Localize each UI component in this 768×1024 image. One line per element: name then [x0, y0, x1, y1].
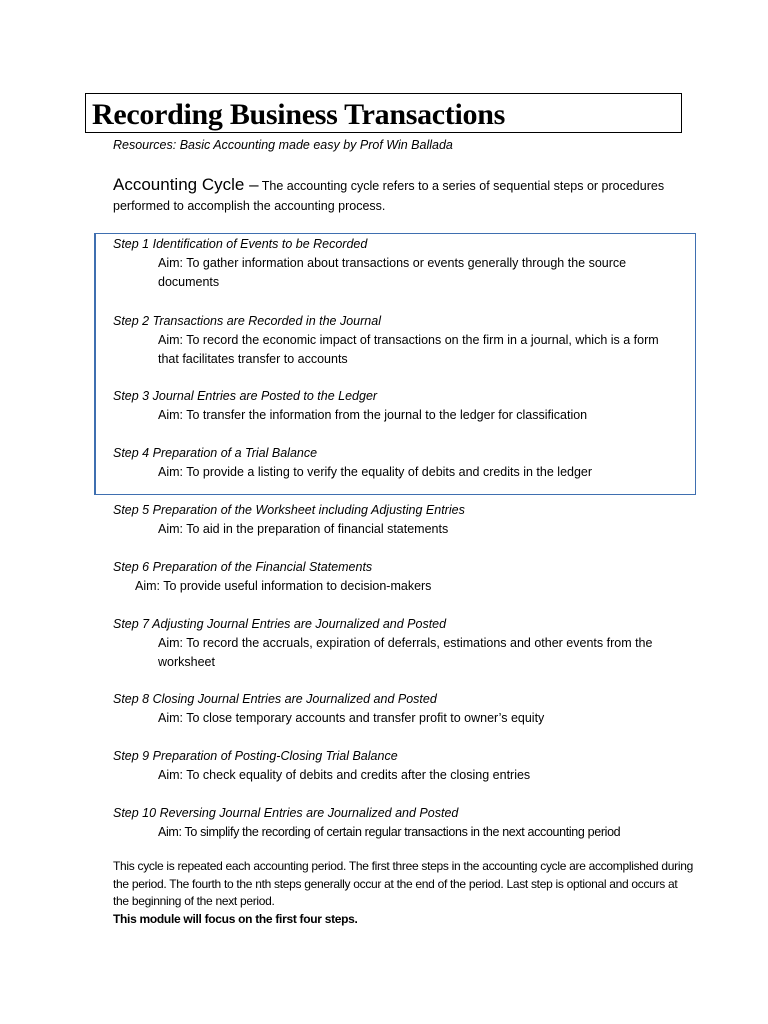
resources-line: Resources: Basic Accounting made easy by Prof Win Ballada: [113, 138, 453, 152]
step-title: Step 6 Preparation of the Financial Statements: [113, 560, 373, 574]
step-aim: Aim: To provide a listing to verify the equality of debits and credits in the ledger: [158, 465, 593, 479]
step-aim: Aim: To transfer the information from the journal to the ledger for classification: [158, 408, 588, 422]
step-title: Step 5 Preparation of the Worksheet including Adjusting Entries: [113, 503, 465, 517]
step-title: Step 7 Adjusting Journal Entries are Journalized and Posted: [113, 617, 447, 631]
step-4: [113, 444, 693, 482]
step-aim: Aim: To aid in the preparation of financial statements: [158, 522, 449, 536]
accounting-cycle-intro: [113, 175, 673, 216]
cycle-summary-text: This cycle is repeated each accounting period. The first three steps in the accounting cycle are accomplished during the period. The fourth to the nth steps generally occur at the end of the period. Last step is optional and occurs at the beginning of the next period.: [113, 859, 693, 908]
step-2: [113, 312, 693, 369]
step-aim: Aim: To provide useful information to decision-makers: [135, 579, 432, 593]
step-title: Step 9 Preparation of Posting-Closing Trial Balance: [113, 749, 398, 763]
step-aim: Aim: To gather information about transactions or events generally through the source documents: [158, 256, 627, 289]
cycle-summary: [113, 858, 693, 928]
module-focus-note: This module will focus on the first four steps.: [113, 911, 358, 926]
step-7: [113, 615, 693, 672]
step-10: [113, 804, 693, 842]
step-8: [113, 690, 693, 728]
step-3: [113, 387, 693, 425]
step-5: [113, 501, 693, 539]
step-title: Step 2 Transactions are Recorded in the Journal: [113, 314, 381, 328]
step-title: Step 3 Journal Entries are Posted to the Ledger: [113, 389, 378, 403]
step-title: Step 10 Reversing Journal Entries are Journalized and Posted: [113, 806, 459, 820]
step-6: [113, 558, 693, 596]
step-aim: Aim: To record the accruals, expiration of deferrals, estimations and other events from the worksheet: [158, 636, 653, 669]
step-1: [113, 235, 693, 292]
step-aim: Aim: To close temporary accounts and transfer profit to owner’s equity: [158, 711, 545, 725]
page-title: Recording Business Transactions: [92, 98, 505, 131]
step-aim: Aim: To simplify the recording of certain regular transactions in the next accounting period: [158, 825, 621, 839]
step-aim: Aim: To record the economic impact of transactions on the firm in a journal, which is a form that facilitates transfer to accounts: [158, 333, 659, 366]
step-aim: Aim: To check equality of debits and credits after the closing entries: [158, 768, 531, 782]
step-title: Step 4 Preparation of a Trial Balance: [113, 446, 318, 460]
accounting-cycle-heading: Accounting Cycle –: [113, 175, 259, 194]
step-title: Step 8 Closing Journal Entries are Journalized and Posted: [113, 692, 437, 706]
step-9: [113, 747, 693, 785]
step-title: Step 1 Identification of Events to be Recorded: [113, 237, 368, 251]
accounting-cycle-definition: The accounting cycle refers to a series of sequential steps or procedures performed to accomplish the accounting process.: [113, 179, 665, 213]
